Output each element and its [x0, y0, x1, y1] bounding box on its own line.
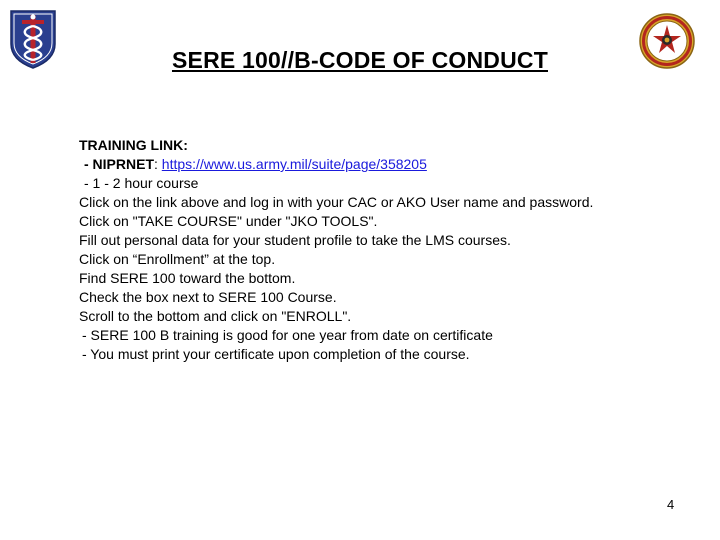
course-duration: - 1 - 2 hour course: [84, 175, 199, 191]
training-instructions: [79, 136, 639, 364]
niprnet-separator: :: [154, 156, 158, 172]
page-title: SERE 100//B-CODE OF CONDUCT: [171, 47, 548, 73]
step-item: Find SERE 100 toward the bottom.: [79, 270, 296, 286]
note-item: - SERE 100 B training is good for one year from date on certificate: [82, 327, 493, 343]
step-item: Click on “Enrollment” at the top.: [79, 251, 276, 267]
step-item: Fill out personal data for your student profile to take the LMS courses.: [79, 232, 511, 248]
niprnet-line: [79, 155, 639, 174]
slide-number: 4: [667, 497, 675, 512]
step-item: Scroll to the bottom and click on "ENROLL".: [79, 308, 352, 324]
step-item: Click on the link above and log in with your CAC or AKO User name and password.: [79, 194, 594, 210]
note-item: - You must print your certificate upon completion of the course.: [82, 346, 470, 362]
niprnet-label: - NIPRNET: [84, 156, 154, 172]
step-item: Check the box next to SERE 100 Course.: [79, 289, 337, 305]
training-link-heading: TRAINING LINK:: [79, 137, 188, 153]
step-item: Click on "TAKE COURSE" under "JKO TOOLS".: [79, 213, 378, 229]
regimental-crest-icon: [638, 12, 696, 70]
niprnet-link[interactable]: https://www.us.army.mil/suite/page/358205: [161, 156, 427, 172]
